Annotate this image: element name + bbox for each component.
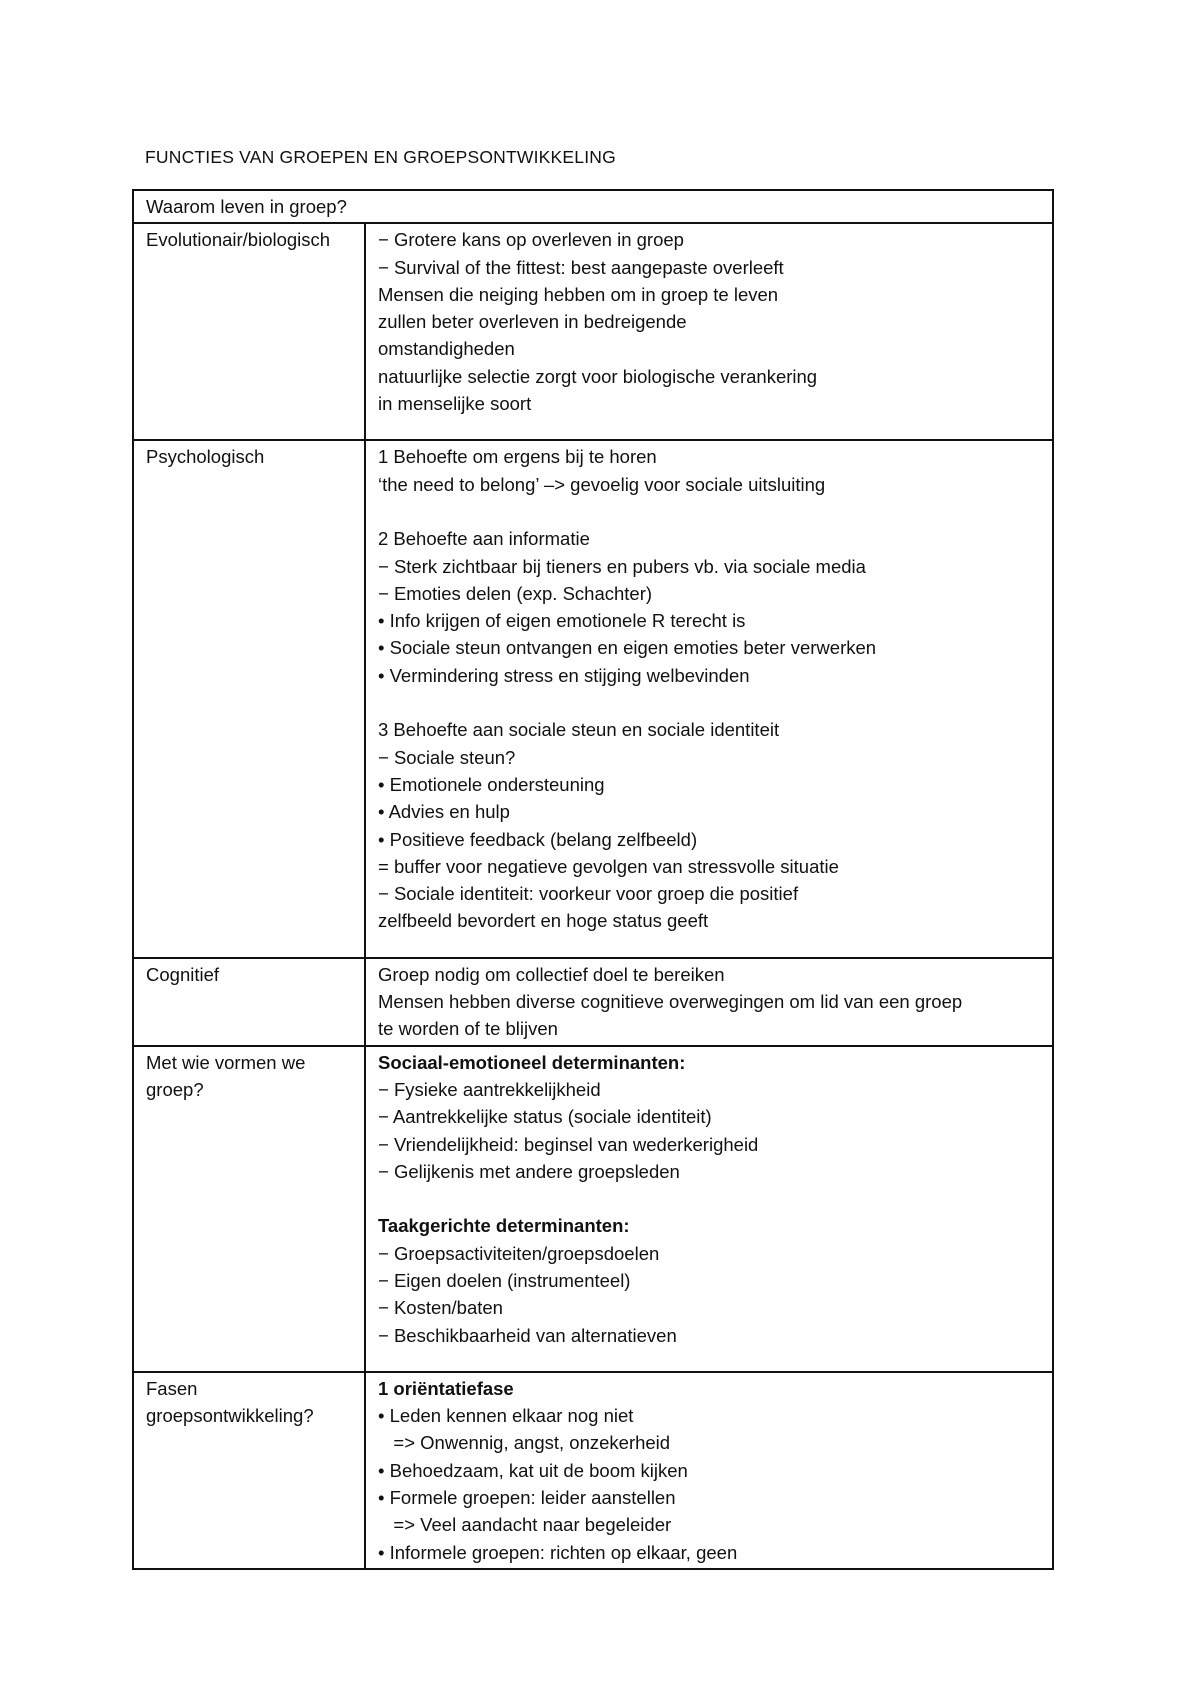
content-line: − Survival of the fittest: best aangepaste overleeft [378, 256, 784, 278]
blank-line [378, 1185, 1040, 1212]
row-label: Psychologisch [146, 446, 265, 468]
row-content-cell [365, 1372, 1053, 1569]
content-line: • Sociale steun ontvangen en eigen emoties beter verwerken [378, 637, 877, 659]
content-line: Sociaal-emotioneel determinanten: [378, 1051, 686, 1073]
row-label-cell [133, 1372, 365, 1569]
content-line: te worden of te blijven [378, 1018, 558, 1040]
blank-line [378, 498, 1040, 525]
content-line: ‘the need to belong’ –> gevoelig voor sociale uitsluiting [378, 473, 826, 495]
row-label: Cognitief [146, 963, 220, 985]
content-line: − Sociale identiteit: voorkeur voor groep die positief [378, 883, 799, 905]
table-header-cell [133, 190, 1053, 223]
row-label: groep? [146, 1078, 204, 1100]
content-line: − Gelijkenis met andere groepsleden [378, 1160, 680, 1182]
content-line: − Sociale steun? [378, 746, 516, 768]
content-line: natuurlijke selectie zorgt voor biologische verankering [378, 365, 818, 387]
content-line: • Emotionele ondersteuning [378, 773, 605, 795]
table-row [133, 1372, 1053, 1569]
content-line: • Formele groepen: leider aanstellen [378, 1487, 676, 1509]
content-line: • Leden kennen elkaar nog niet [378, 1405, 634, 1427]
content-line: − Emoties delen (exp. Schachter) [378, 582, 653, 604]
content-line: − Grotere kans op overleven in groep [378, 229, 684, 251]
table-row [133, 958, 1053, 1046]
table-header-row [133, 190, 1053, 223]
row-content-cell [365, 223, 1053, 440]
content-line: − Groepsactiviteiten/groepsdoelen [378, 1242, 660, 1264]
row-label-cell [133, 1046, 365, 1372]
content-table [132, 189, 1054, 1570]
row-label-cell [133, 440, 365, 957]
row-label: groepsontwikkeling? [146, 1405, 314, 1427]
content-line: • Info krijgen of eigen emotionele R terecht is [378, 610, 746, 632]
content-line: − Aantrekkelijke status (sociale identiteit) [378, 1106, 712, 1128]
content-line: − Kosten/baten [378, 1297, 503, 1319]
content-line: 1 Behoefte om ergens bij te horen [378, 446, 657, 468]
row-label: Met wie vormen we [146, 1051, 306, 1073]
table-row [133, 440, 1053, 957]
content-line: • Vermindering stress en stijging welbevinden [378, 664, 750, 686]
content-line: − Sterk zichtbaar bij tieners en pubers vb. via sociale media [378, 555, 866, 577]
content-line: omstandigheden [378, 338, 515, 360]
content-line: − Fysieke aantrekkelijkheid [378, 1078, 601, 1100]
content-line: zelfbeeld bevordert en hoge status geeft [378, 910, 709, 932]
content-line: Groep nodig om collectief doel te bereiken [378, 963, 725, 985]
content-line: − Eigen doelen (instrumenteel) [378, 1269, 631, 1291]
row-content-cell [365, 958, 1053, 1046]
table-row [133, 1046, 1053, 1372]
content-line: Taakgerichte determinanten: [378, 1215, 630, 1237]
content-line: => Onwennig, angst, onzekerheid [378, 1432, 671, 1454]
row-label: Evolutionair/biologisch [146, 229, 331, 251]
row-label-cell [133, 958, 365, 1046]
content-line: • Behoedzaam, kat uit de boom kijken [378, 1459, 688, 1481]
row-content-cell [365, 1046, 1053, 1372]
blank-line [378, 689, 1040, 716]
content-line: zullen beter overleven in bedreigende [378, 311, 687, 333]
row-content-cell [365, 440, 1053, 957]
row-label: Fasen [146, 1377, 198, 1399]
content-line: => Veel aandacht naar begeleider [378, 1514, 672, 1536]
row-label-cell [133, 223, 365, 440]
content-line: • Advies en hulp [378, 801, 510, 823]
content-line: • Positieve feedback (belang zelfbeeld) [378, 828, 698, 850]
content-line: − Beschikbaarheid van alternatieven [378, 1324, 677, 1346]
table-row [133, 223, 1053, 440]
table-header-text: Waarom leven in groep? [146, 196, 347, 217]
content-line: 2 Behoefte aan informatie [378, 528, 590, 550]
content-line: Mensen hebben diverse cognitieve overwegingen om lid van een groep [378, 991, 963, 1013]
content-line: 1 oriëntatiefase [378, 1377, 514, 1399]
content-line: 3 Behoefte aan sociale steun en sociale identiteit [378, 719, 780, 741]
content-line: in menselijke soort [378, 393, 532, 415]
content-line: Mensen die neiging hebben om in groep te leven [378, 283, 779, 305]
content-line: − Vriendelijkheid: beginsel van wederkerigheid [378, 1133, 759, 1155]
content-line: • Informele groepen: richten op elkaar, geen [378, 1541, 738, 1563]
document-title: FUNCTIES VAN GROEPEN EN GROEPSONTWIKKELING [145, 147, 616, 167]
content-line: = buffer voor negatieve gevolgen van stressvolle situatie [378, 855, 839, 877]
